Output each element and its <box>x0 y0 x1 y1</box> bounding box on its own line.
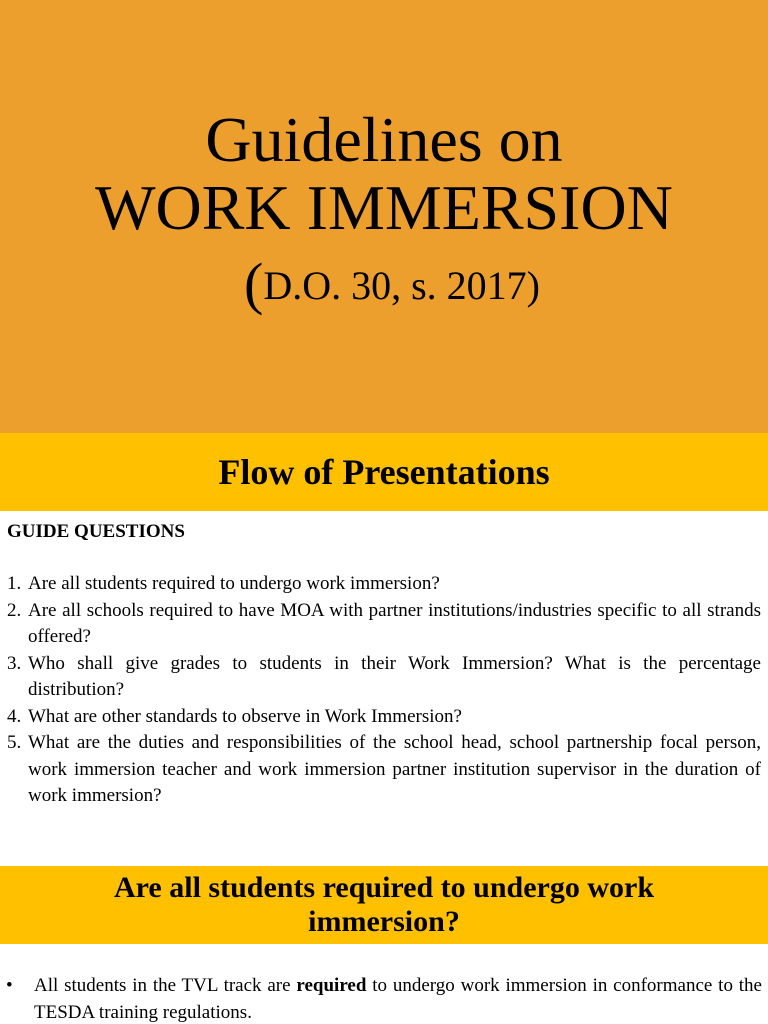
title-line-guidelines: Guidelines on <box>205 104 563 175</box>
question-number: 3. <box>7 652 22 674</box>
bullet-section <box>0 944 768 1024</box>
bullet-text-before: All students in the TVL track are <box>34 975 297 996</box>
section-heading-line2: immersion? <box>308 905 460 938</box>
bullet-text <box>34 972 762 1024</box>
question-text: Who shall give grades to students in their Work Immersion? What is the percentage distribution? <box>28 652 761 700</box>
question-text: Are all schools required to have MOA with partner institutions/industries specific to all strands offered? <box>28 599 761 647</box>
question-number: 1. <box>7 573 22 594</box>
guide-questions-heading: GUIDE QUESTIONS <box>7 521 185 542</box>
flow-heading: Flow of Presentations <box>218 452 550 492</box>
title-line-department-order <box>8 244 768 326</box>
section-heading-line1: Are all students required to undergo work <box>113 871 655 904</box>
guide-questions-list <box>7 571 761 810</box>
question-text: What are the duties and responsibilities of the school head, school partnership focal person, work immersion teacher and work immersion partner institution supervisor in the duration of work immersion? <box>28 732 761 806</box>
question-number: 5. <box>7 732 22 753</box>
bullet-item <box>6 972 762 1024</box>
bullet-text-bold: required <box>296 975 367 996</box>
question-item <box>7 704 761 731</box>
question-item <box>7 598 761 651</box>
bullet-mark: • <box>6 975 13 996</box>
guide-questions-section <box>0 511 768 863</box>
question-item <box>7 651 761 704</box>
title-slide <box>0 0 768 433</box>
bullet-text-after: to undergo work immersion in conformance to the TESDA training regulations. <box>34 975 762 1023</box>
title-line-work-immersion: WORK IMMERSION <box>95 172 673 243</box>
question-text: What are other standards to observe in Work Immersion? <box>28 705 462 727</box>
question-item <box>7 730 761 810</box>
students-required-band <box>0 866 768 944</box>
department-order-text: D.O. 30, s. 2017) <box>263 263 540 308</box>
open-paren: ( <box>244 251 264 316</box>
question-number: 2. <box>7 599 22 621</box>
section-heading <box>0 866 768 939</box>
flow-of-presentations-band <box>0 433 768 511</box>
question-number: 4. <box>7 705 22 727</box>
question-text: Are all students required to undergo work immersion? <box>28 573 440 594</box>
question-item <box>7 571 761 598</box>
